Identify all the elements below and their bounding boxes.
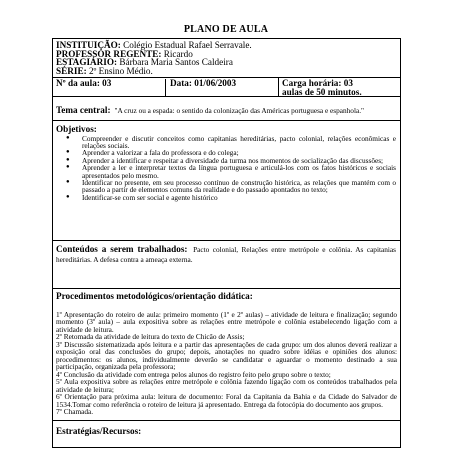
- lesson-plan-table: [52, 38, 401, 448]
- conteudos-label: Conteúdos a serem trabalhados:: [56, 244, 188, 254]
- serie-value: 2º Ensino Médio.: [88, 65, 153, 76]
- bullet-icon: ●: [66, 156, 70, 163]
- institution-block: [53, 39, 400, 78]
- list-item: ● Aprender a ler e interpretar textos da língua portuguesa e articulá-los com os fatos históricos e sociais apresentados pelo mesmo.: [66, 163, 396, 180]
- procedure-step: 4º Conclusão da atividade com entrega pelos alunos do registro feito pelo grupo sobre o texto;: [56, 369, 331, 379]
- objetivos-list: [56, 135, 396, 202]
- conteudos-value: Pacto colonial, Relações entre metrópole e colônia. As capitanias hereditárias. A defesa contra a ameaça externa.: [56, 245, 397, 264]
- bullet-icon: ●: [66, 149, 70, 156]
- tema-value: "A cruz ou a espada: o sentido da colonização das Américas portuguesa e espanhola.": [114, 106, 365, 115]
- list-item: ● Compreender e discutir conceitos como capitanias hereditárias, pacto colonial, relações econômicas e relações sociais.: [66, 133, 396, 150]
- tema-central-block: [53, 97, 400, 121]
- instituicao-line: INSTITUIÇÃO: Colégio Estadual Rafael Serravale.: [56, 40, 252, 50]
- professor-line: PROFESSOR REGENTE: Ricardo: [56, 48, 193, 59]
- bullet-icon: ●: [66, 179, 70, 186]
- lesson-date: Data: 01/06/2003: [170, 78, 237, 88]
- procedure-step: 1º Apresentação do roteiro de aula: primeiro momento (1º e 2º aulas) – atividade de leitura e finalização; segundo momento (3º aula) – aula expositiva sobre as relações entre metrópole e colônia estabelecendo ligação com a atividade de leitura.: [56, 309, 397, 334]
- list-item: ● Aprender a identificar e respeitar a diversidade da turma nos momentos de socialização das discussões;: [66, 155, 384, 165]
- aula-number: Nº da aula: 03: [56, 79, 166, 97]
- list-item: ● Identificar-se com ser social e agente histórico: [66, 192, 218, 202]
- professor-value: Ricardo: [163, 48, 193, 59]
- conteudos-block: [53, 241, 400, 289]
- instituicao-value: Colégio Estadual Rafael Serravale.: [123, 40, 252, 50]
- procedimentos-label: Procedimentos metodológicos/orientação didática:: [56, 291, 253, 301]
- tema-label: Tema central:: [56, 105, 111, 115]
- estagiario-value: Bárbara Maria Santos Caldeira: [119, 57, 233, 68]
- procedure-step: 7º Chamada.: [56, 407, 94, 417]
- procedimentos-block: [53, 289, 400, 421]
- page-title: PLANO DE AULA: [183, 24, 269, 35]
- list-item: ● Identificar no presente, em seu processo contínuo de construção histórica, as relações que mantém com o passado a partir de elementos comuns da realidade e do passado apontados no texto;: [66, 178, 396, 195]
- objetivos-label: Objetivos:: [56, 124, 97, 134]
- bullet-icon: ●: [66, 193, 70, 200]
- bullet-icon: ●: [66, 134, 70, 141]
- workload-line2: aulas de 50 minutos.: [282, 86, 362, 97]
- meta-row: [53, 78, 400, 97]
- bullet-icon: ●: [66, 164, 70, 171]
- workload-line1: Carga horária: 03: [282, 78, 353, 88]
- serie-line: SÉRIE: 2º Ensino Médio.: [56, 65, 153, 76]
- objetivos-block: [53, 121, 400, 241]
- estrategias-label: Estratégias/Recursos:: [56, 426, 142, 436]
- procedure-step: 6º Orientação para próxima aula: leitura de documento: Foral da Capitania da Bahia e da Cidade do Salvador de 1534.Tomar como referência o roteiro de leitura já apresentado. Entrega da fotocópia do documento aos grupos.: [56, 392, 397, 409]
- procedure-step: 5º Aula expositiva sobre as relações entre metrópole e colônia fazendo ligação com os conteúdos trabalhados pela atividade de leitura;: [56, 377, 397, 394]
- list-item: ● Aprender a valorizar a fala do professora e do colega;: [66, 148, 239, 158]
- estrategias-block: [53, 421, 400, 448]
- procedure-step: 2º Retomada da atividade de leitura do texto de Chicão de Assis;: [56, 332, 245, 342]
- procedure-step: 3º Discussão sistematizada após leitura e a partir das apresentações de cada grupo: um dos alunos deverá realizar a exposição oral das conclusões do grupo; depois, anotações no quadro sobre idéias e opiniões dos alunos: procedimentos: os alunos, individualmente deverão se candidatar e aguardar o momento destinado a sua participação, organizada pela professora;: [56, 339, 397, 372]
- estagiario-line: ESTAGIÁRIO: Bárbara Maria Santos Caldeira: [56, 57, 233, 68]
